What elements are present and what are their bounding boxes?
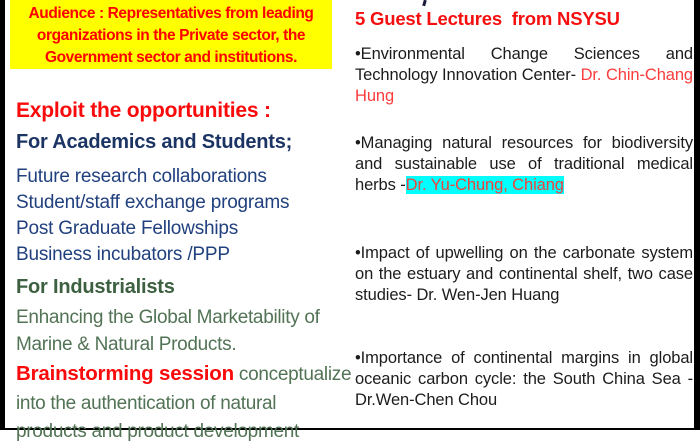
exploit-opportunities-heading: Exploit the opportunities : <box>16 99 271 122</box>
speaker-name: Dr. Chin-Chang Hung <box>355 66 693 105</box>
left-border-bar <box>0 0 5 430</box>
audience-text: Audience : Representatives from leading organizations in the Private sector, the Government sector and institutions. <box>28 5 314 66</box>
lecture-title: •Impact of upwelling on the carbonate system on the estuary and continental shelf, two case studies- <box>355 244 693 304</box>
right-border-bar <box>694 0 700 430</box>
audience-callout-box <box>10 0 332 69</box>
lecture-title: •Importance of continental margins in global oceanic carbon cycle: the South China Sea - <box>355 349 693 388</box>
brainstorming-line-cutoff: products and product development <box>16 421 299 442</box>
list-item: Post Graduate Fellowships <box>16 218 239 239</box>
academics-students-heading: For Academics and Students; <box>16 131 293 153</box>
brainstorming-session-label: Brainstorming session <box>16 362 234 385</box>
brainstorming-inline-text: conceptualize <box>233 364 352 385</box>
lecture-item <box>355 133 693 196</box>
list-item: Student/staff exchange programs <box>16 192 290 213</box>
list-item: Future research collaborations <box>16 166 267 187</box>
brainstorming-first-line <box>16 360 386 390</box>
lecture-title: •Environmental Change Sciences and Technology Innovation Center- <box>355 45 693 84</box>
speaker-name-highlighted: Dr. Yu-Chung, Chiang <box>405 176 564 194</box>
speaker-name: Dr. Wen-Jen Huang <box>416 286 560 304</box>
academics-items-list <box>16 164 289 268</box>
brainstorming-paragraph <box>16 360 386 447</box>
lecture-item <box>355 44 693 107</box>
lecture-item <box>355 243 693 306</box>
list-item: Business incubators /PPP <box>16 244 230 265</box>
guest-lectures-heading: 5 Guest Lectures from NSYSU <box>355 8 620 29</box>
industrialists-body: Enhancing the Global Marketability of Marine & Natural Products. <box>16 307 320 355</box>
speaker-name: Dr.Wen-Chen Chou <box>355 391 498 409</box>
brainstorming-line: into the authentication of natural <box>16 392 277 414</box>
lecture-title: •Managing natural resources for biodiversity and sustainable use of traditional medical herbs - <box>355 134 693 194</box>
lecture-item <box>355 348 693 411</box>
industrialists-heading: For Industrialists <box>16 276 175 298</box>
cut-off-text-fragment <box>422 0 427 6</box>
